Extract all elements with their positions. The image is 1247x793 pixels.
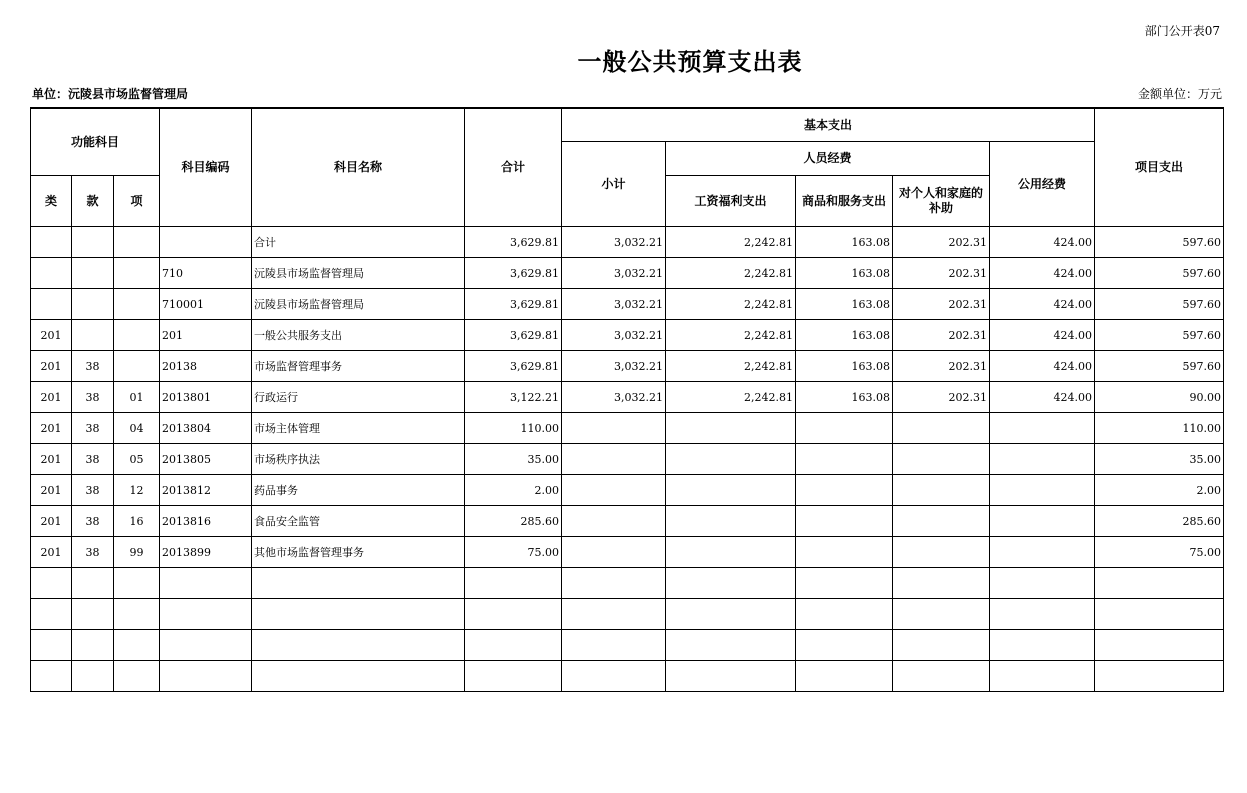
cell-project: 597.60 (1095, 258, 1224, 289)
cell-project: 285.60 (1095, 506, 1224, 537)
table-row (31, 506, 1224, 537)
cell-subsidy (893, 630, 990, 661)
cell-xiang (114, 258, 160, 289)
form-number: 部门公开表07 (1144, 24, 1220, 38)
cell-total (465, 630, 562, 661)
cell-kuan (72, 568, 114, 599)
cell-name: 市场秩序执法 (252, 444, 465, 475)
cell-subsidy: 202.31 (893, 382, 990, 413)
cell-kuan (72, 227, 114, 258)
cell-xiang: 99 (114, 537, 160, 568)
cell-total (465, 599, 562, 630)
cell-xiang (114, 289, 160, 320)
cell-total: 2.00 (465, 475, 562, 506)
cell-lei (31, 258, 72, 289)
table-row (31, 289, 1224, 320)
cell-goods: 163.08 (796, 320, 893, 351)
cell-total (465, 661, 562, 692)
cell-project: 2.00 (1095, 475, 1224, 506)
cell-name: 市场主体管理 (252, 413, 465, 444)
cell-public: 424.00 (990, 382, 1095, 413)
header-xiang: 项 (114, 176, 160, 227)
header-subsidy: 对个人和家庭的补助 (893, 176, 990, 227)
cell-lei (31, 661, 72, 692)
header-subtotal: 小计 (562, 142, 666, 227)
table-row (31, 413, 1224, 444)
header-project: 项目支出 (1095, 108, 1224, 227)
cell-name: 一般公共服务支出 (252, 320, 465, 351)
cell-subsidy (893, 413, 990, 444)
cell-total: 75.00 (465, 537, 562, 568)
cell-subsidy: 202.31 (893, 227, 990, 258)
header-lei: 类 (31, 176, 72, 227)
header-func-subject: 功能科目 (31, 108, 160, 176)
table-row (31, 475, 1224, 506)
cell-subtotal: 3,032.21 (562, 258, 666, 289)
cell-subsidy: 202.31 (893, 258, 990, 289)
cell-subtotal: 3,032.21 (562, 351, 666, 382)
cell-goods (796, 413, 893, 444)
cell-code: 2013812 (160, 475, 252, 506)
cell-kuan: 38 (72, 413, 114, 444)
cell-kuan: 38 (72, 351, 114, 382)
cell-name: 合计 (252, 227, 465, 258)
cell-wages (666, 475, 796, 506)
cell-wages (666, 506, 796, 537)
cell-lei (31, 599, 72, 630)
table-row (31, 382, 1224, 413)
cell-kuan (72, 630, 114, 661)
amount-unit-label: 金额单位：万元 (1137, 87, 1222, 101)
cell-wages: 2,242.81 (666, 227, 796, 258)
expenditure-table (30, 107, 1224, 692)
cell-goods (796, 537, 893, 568)
table-row (31, 630, 1224, 661)
cell-subsidy (893, 568, 990, 599)
cell-public: 424.00 (990, 258, 1095, 289)
cell-xiang: 16 (114, 506, 160, 537)
cell-name: 其他市场监督管理事务 (252, 537, 465, 568)
cell-lei (31, 289, 72, 320)
cell-xiang (114, 568, 160, 599)
cell-goods: 163.08 (796, 351, 893, 382)
cell-name (252, 599, 465, 630)
cell-project (1095, 599, 1224, 630)
cell-code (160, 630, 252, 661)
cell-subtotal (562, 506, 666, 537)
cell-total (465, 568, 562, 599)
cell-subsidy (893, 537, 990, 568)
cell-xiang: 01 (114, 382, 160, 413)
cell-xiang: 05 (114, 444, 160, 475)
cell-lei (31, 568, 72, 599)
cell-total: 35.00 (465, 444, 562, 475)
cell-code (160, 227, 252, 258)
cell-goods (796, 506, 893, 537)
cell-project: 110.00 (1095, 413, 1224, 444)
cell-subtotal (562, 413, 666, 444)
cell-lei: 201 (31, 475, 72, 506)
cell-subtotal (562, 568, 666, 599)
header-wages: 工资福利支出 (666, 176, 796, 227)
cell-goods (796, 630, 893, 661)
cell-project: 597.60 (1095, 227, 1224, 258)
cell-xiang (114, 661, 160, 692)
table-row (31, 351, 1224, 382)
cell-xiang: 12 (114, 475, 160, 506)
cell-xiang (114, 351, 160, 382)
cell-subtotal: 3,032.21 (562, 320, 666, 351)
cell-xiang: 04 (114, 413, 160, 444)
cell-goods (796, 444, 893, 475)
cell-kuan (72, 599, 114, 630)
cell-subtotal (562, 630, 666, 661)
cell-xiang (114, 630, 160, 661)
cell-wages: 2,242.81 (666, 320, 796, 351)
cell-name (252, 630, 465, 661)
cell-code (160, 568, 252, 599)
cell-lei: 201 (31, 413, 72, 444)
cell-goods (796, 568, 893, 599)
cell-public (990, 537, 1095, 568)
cell-code (160, 599, 252, 630)
cell-total: 3,122.21 (465, 382, 562, 413)
table-row (31, 227, 1224, 258)
header-personnel: 人员经费 (666, 142, 990, 176)
cell-goods (796, 475, 893, 506)
cell-kuan: 38 (72, 444, 114, 475)
cell-public (990, 599, 1095, 630)
header-total: 合计 (465, 108, 562, 227)
cell-public (990, 506, 1095, 537)
table-row (31, 599, 1224, 630)
cell-lei: 201 (31, 506, 72, 537)
cell-name: 行政运行 (252, 382, 465, 413)
cell-subtotal: 3,032.21 (562, 382, 666, 413)
cell-name: 药品事务 (252, 475, 465, 506)
header-name: 科目名称 (252, 108, 465, 227)
table-row (31, 320, 1224, 351)
cell-code: 2013816 (160, 506, 252, 537)
cell-project: 597.60 (1095, 320, 1224, 351)
cell-subsidy: 202.31 (893, 320, 990, 351)
header-goods: 商品和服务支出 (796, 176, 893, 227)
cell-subsidy (893, 599, 990, 630)
cell-public: 424.00 (990, 320, 1095, 351)
cell-wages: 2,242.81 (666, 258, 796, 289)
cell-kuan: 38 (72, 475, 114, 506)
cell-project: 597.60 (1095, 351, 1224, 382)
cell-wages (666, 568, 796, 599)
cell-project: 75.00 (1095, 537, 1224, 568)
cell-goods: 163.08 (796, 258, 893, 289)
cell-project: 90.00 (1095, 382, 1224, 413)
cell-public: 424.00 (990, 289, 1095, 320)
cell-xiang (114, 599, 160, 630)
header-public: 公用经费 (990, 142, 1095, 227)
cell-total: 3,629.81 (465, 258, 562, 289)
cell-name: 市场监督管理事务 (252, 351, 465, 382)
cell-total: 3,629.81 (465, 320, 562, 351)
cell-subsidy (893, 661, 990, 692)
cell-subtotal (562, 661, 666, 692)
cell-subsidy: 202.31 (893, 289, 990, 320)
cell-total: 285.60 (465, 506, 562, 537)
cell-code: 2013804 (160, 413, 252, 444)
cell-lei: 201 (31, 382, 72, 413)
cell-kuan (72, 289, 114, 320)
cell-total: 3,629.81 (465, 289, 562, 320)
cell-total: 110.00 (465, 413, 562, 444)
cell-code: 201 (160, 320, 252, 351)
cell-subsidy (893, 475, 990, 506)
cell-xiang (114, 227, 160, 258)
cell-subtotal (562, 537, 666, 568)
cell-wages (666, 444, 796, 475)
cell-project: 35.00 (1095, 444, 1224, 475)
cell-public: 424.00 (990, 227, 1095, 258)
page-title: 一般公共预算支出表 (577, 48, 803, 76)
cell-public (990, 630, 1095, 661)
cell-lei: 201 (31, 537, 72, 568)
cell-wages (666, 599, 796, 630)
cell-name (252, 568, 465, 599)
cell-code: 2013801 (160, 382, 252, 413)
cell-kuan: 38 (72, 537, 114, 568)
cell-project (1095, 661, 1224, 692)
cell-subtotal: 3,032.21 (562, 289, 666, 320)
cell-lei (31, 630, 72, 661)
cell-public (990, 475, 1095, 506)
table-row (31, 661, 1224, 692)
cell-name: 食品安全监管 (252, 506, 465, 537)
cell-goods (796, 599, 893, 630)
header-kuan: 款 (72, 176, 114, 227)
cell-name: 沅陵县市场监督管理局 (252, 289, 465, 320)
cell-name (252, 661, 465, 692)
cell-public (990, 413, 1095, 444)
cell-subtotal (562, 599, 666, 630)
cell-wages: 2,242.81 (666, 351, 796, 382)
cell-code: 2013899 (160, 537, 252, 568)
cell-wages (666, 413, 796, 444)
cell-kuan (72, 258, 114, 289)
cell-code: 710 (160, 258, 252, 289)
table-body (31, 227, 1224, 692)
header-basic: 基本支出 (562, 108, 1095, 142)
cell-goods: 163.08 (796, 382, 893, 413)
table-row (31, 537, 1224, 568)
cell-code: 2013805 (160, 444, 252, 475)
cell-subtotal (562, 475, 666, 506)
cell-subsidy: 202.31 (893, 351, 990, 382)
cell-public (990, 661, 1095, 692)
cell-public (990, 444, 1095, 475)
cell-subtotal: 3,032.21 (562, 227, 666, 258)
cell-xiang (114, 320, 160, 351)
cell-kuan: 38 (72, 506, 114, 537)
cell-goods: 163.08 (796, 227, 893, 258)
unit-label: 单位：沅陵县市场监督管理局 (32, 87, 189, 101)
table-row (31, 444, 1224, 475)
cell-code: 710001 (160, 289, 252, 320)
cell-wages (666, 630, 796, 661)
cell-goods (796, 661, 893, 692)
cell-code (160, 661, 252, 692)
cell-name: 沅陵县市场监督管理局 (252, 258, 465, 289)
table-row (31, 568, 1224, 599)
cell-code: 20138 (160, 351, 252, 382)
cell-wages (666, 661, 796, 692)
cell-kuan (72, 320, 114, 351)
cell-public (990, 568, 1095, 599)
cell-project (1095, 568, 1224, 599)
cell-wages: 2,242.81 (666, 289, 796, 320)
cell-project (1095, 630, 1224, 661)
table-row (31, 258, 1224, 289)
cell-subsidy (893, 444, 990, 475)
cell-kuan (72, 661, 114, 692)
cell-lei: 201 (31, 351, 72, 382)
cell-goods: 163.08 (796, 289, 893, 320)
cell-lei (31, 227, 72, 258)
cell-subtotal (562, 444, 666, 475)
cell-lei: 201 (31, 320, 72, 351)
cell-wages: 2,242.81 (666, 382, 796, 413)
cell-total: 3,629.81 (465, 351, 562, 382)
cell-public: 424.00 (990, 351, 1095, 382)
cell-kuan: 38 (72, 382, 114, 413)
cell-wages (666, 537, 796, 568)
cell-lei: 201 (31, 444, 72, 475)
cell-total: 3,629.81 (465, 227, 562, 258)
header-code: 科目编码 (160, 108, 252, 227)
cell-project: 597.60 (1095, 289, 1224, 320)
cell-subsidy (893, 506, 990, 537)
